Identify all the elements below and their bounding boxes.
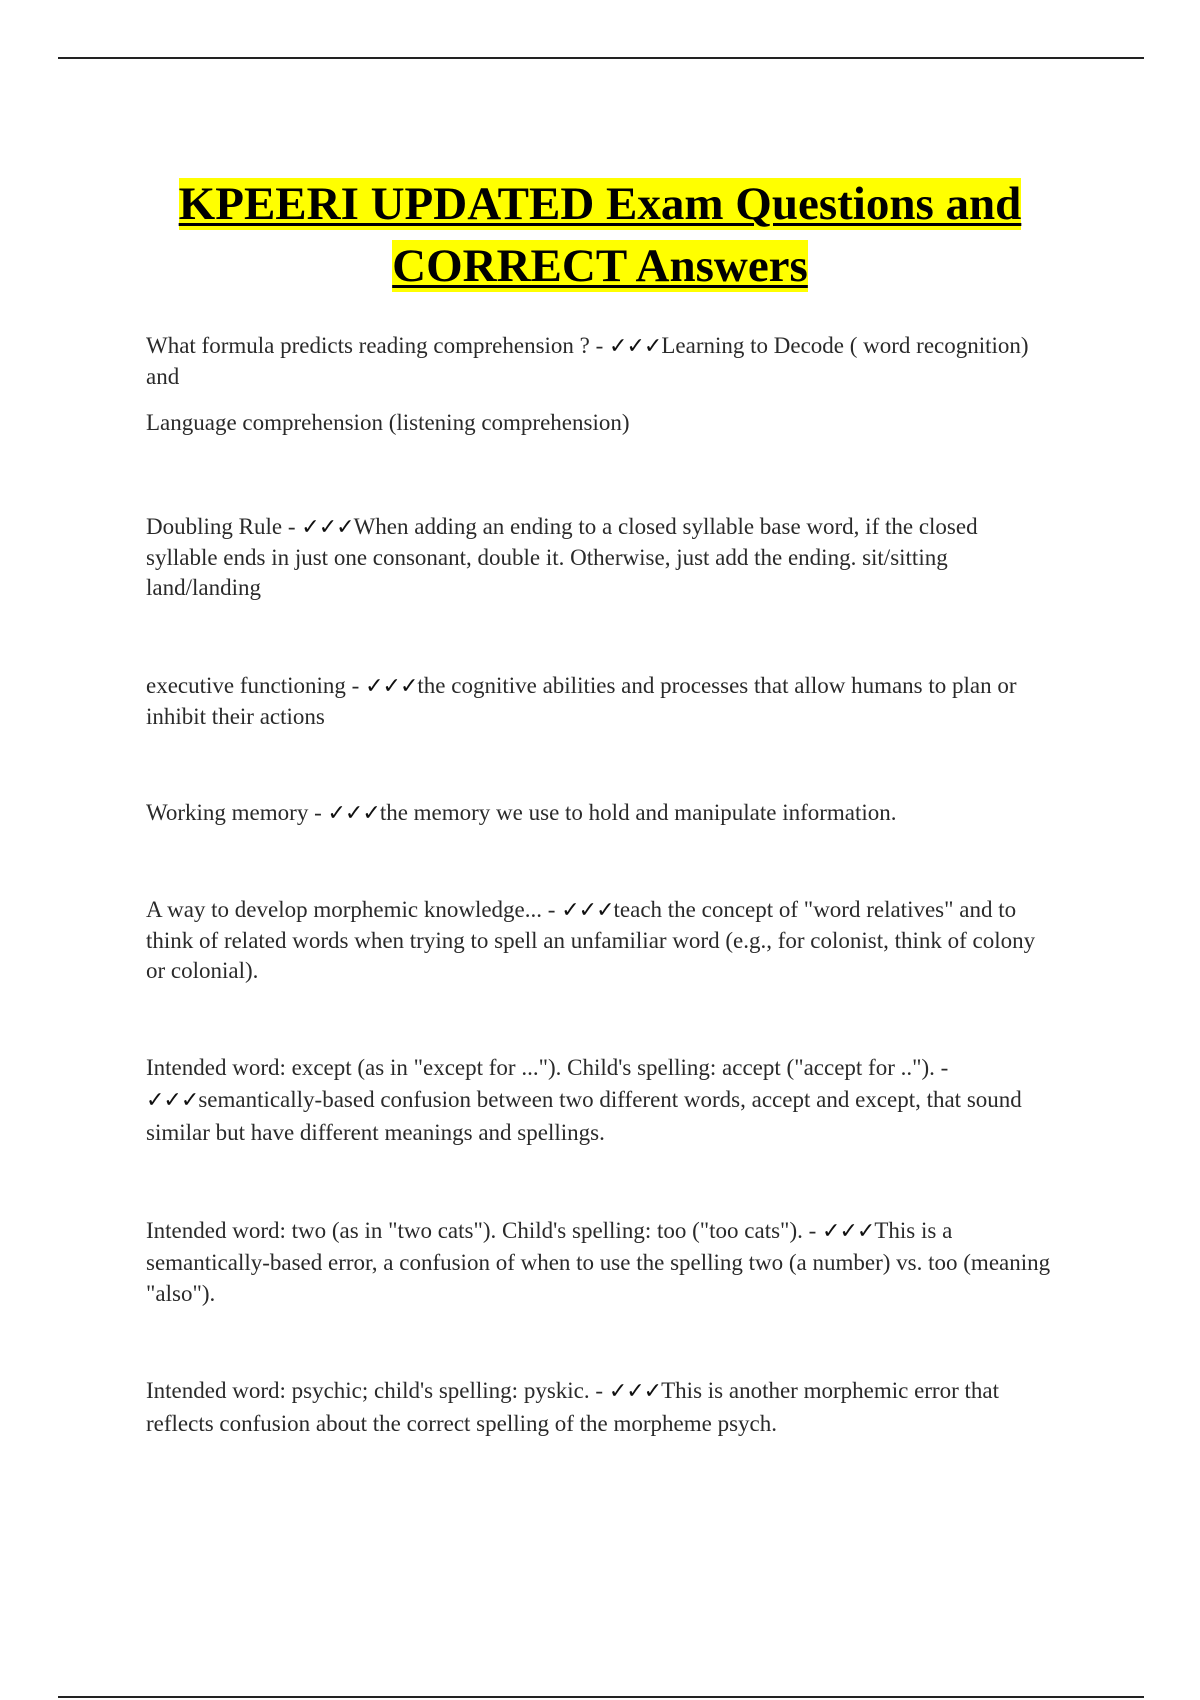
answer-text: teach the concept of "word relatives" and to think of related words when trying to spell an unfamiliar word (e.g., for colonist, think of colony or colonial). (146, 897, 1036, 983)
checkmark-icon: ✓✓✓ (365, 674, 418, 699)
question-text: A way to develop morphemic knowledge... (146, 897, 543, 922)
qa-item: Doubling Rule - ✓✓✓When adding an ending to a closed syllable base word, if the closed syllable ends in just one consonant, double it. Otherwise, just add the ending. sit/sitting land/landing (146, 514, 978, 600)
qa-item: What formula predicts reading comprehension ? - ✓✓✓Learning to Decode ( word recognition) and Language comprehension (listening comprehension) (146, 331, 1051, 438)
answer-text: This is a semantically-based error, a confusion of when to use the spelling two (a number) vs. too (meaning "also"). (146, 1218, 1051, 1306)
document-title (100, 173, 1100, 297)
question-text: What formula predicts reading comprehension ? (146, 333, 590, 358)
question-text: Intended word: psychic; child's spelling: pyskic. (146, 1378, 590, 1403)
checkmark-icon: ✓✓✓ (327, 801, 380, 826)
bottom-rule (58, 1696, 1144, 1698)
checkmark-icon: ✓✓✓ (608, 1379, 662, 1404)
answer-text: the memory we use to hold and manipulate information. (379, 800, 897, 825)
answer-continuation: Language comprehension (listening comprehension) (146, 410, 630, 435)
checkmark-icon: ✓✓✓ (609, 334, 662, 359)
title-line-2: CORRECT Answers (392, 240, 808, 293)
question-text: Working memory (146, 800, 309, 825)
title-line-1: KPEERI UPDATED Exam Questions and (178, 178, 1022, 231)
answer-text: This is another morphemic error that reflects confusion about the correct spelling of the morpheme psych. (146, 1378, 999, 1436)
checkmark-icon: ✓✓✓ (146, 1088, 199, 1113)
qa-item: executive functioning - ✓✓✓the cognitive abilities and processes that allow humans to plan or inhibit their actions (146, 673, 1017, 729)
question-text: Doubling Rule (146, 514, 283, 539)
answer-text: When adding an ending to a closed syllable base word, if the closed syllable ends in just one consonant, double it. Otherwise, just add the ending. sit/sitting land/landing (146, 514, 978, 600)
answer-text: Learning to Decode ( word recognition) and (146, 333, 1029, 389)
answer-text: the cognitive abilities and processes that allow humans to plan or inhibit their actions (146, 673, 1017, 729)
qa-item: Intended word: two (as in "two cats"). Child's spelling: too ("too cats"). - ✓✓✓This is a semantically-based error, a confusion of when to use the spelling two (a number) vs. too (meaning "also"). (146, 1218, 1051, 1306)
qa-item: Intended word: except (as in "except for ..."). Child's spelling: accept ("accept for .."). - ✓✓✓semantically-based confusion between two different words, accept and except, that sound similar but have different meanings and spellings. (146, 1055, 1022, 1145)
question-text: executive functioning (146, 673, 346, 698)
qa-item: Intended word: psychic; child's spelling: pyskic. - ✓✓✓This is another morphemic error that reflects confusion about the correct spelling of the morpheme psych. (146, 1378, 999, 1436)
checkmark-icon: ✓✓✓ (301, 515, 354, 540)
question-text: Intended word: except (as in "except for ..."). Child's spelling: accept ("accept for .."). (146, 1055, 935, 1080)
question-text: Intended word: two (as in "two cats"). Child's spelling: too ("too cats"). (146, 1218, 803, 1243)
checkmark-icon: ✓✓✓ (561, 898, 614, 923)
qa-item: Working memory - ✓✓✓the memory we use to hold and manipulate information. (146, 800, 897, 826)
qa-list (146, 331, 1051, 1440)
answer-text: semantically-based confusion between two different words, accept and except, that sound similar but have different meanings and spellings. (146, 1087, 1022, 1145)
checkmark-icon: ✓✓✓ (822, 1219, 875, 1244)
top-rule (58, 57, 1144, 59)
qa-item: A way to develop morphemic knowledge... - ✓✓✓teach the concept of "word relatives" and to think of related words when trying to spell an unfamiliar word (e.g., for colonist, think of colony or colonial). (146, 897, 1036, 983)
